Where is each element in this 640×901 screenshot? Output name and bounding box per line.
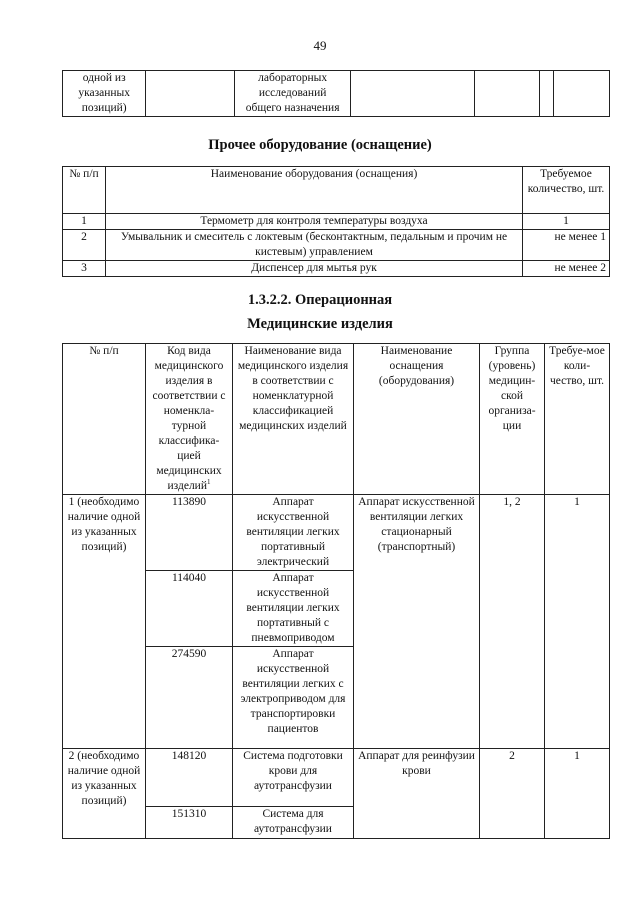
item-name: Система подготовки крови для аутотрансфузии xyxy=(233,749,354,807)
row-qty: не менее 1 xyxy=(523,230,610,261)
header-num: № п/п xyxy=(63,167,106,214)
header-qty: Требуе-мое коли-чество, шт. xyxy=(545,344,610,495)
item-code: 151310 xyxy=(146,807,233,839)
top-cell-empty xyxy=(554,71,610,117)
medical-devices-table xyxy=(62,343,610,839)
item-code: 114040 xyxy=(146,571,233,647)
section-title-operating-room: 1.3.2.2. Операционная xyxy=(247,292,393,308)
group-num: 2 (необходимо наличие одной из указанных позиций) xyxy=(63,749,146,839)
footnote-mark: 1 xyxy=(207,478,211,487)
row-name: Умывальник и смеситель с локтевым (бесконтактным, педальным и прочим не кистевым) управлением xyxy=(106,230,523,261)
group-qty: 1 xyxy=(545,749,610,839)
top-cell-position: одной из указанных позиций) xyxy=(63,71,146,117)
row-qty: 1 xyxy=(523,214,610,230)
header-required-qty: Требуемое количество, шт. xyxy=(523,167,610,214)
top-carryover-table xyxy=(62,70,610,117)
row-num: 2 xyxy=(63,230,106,261)
group-equipment: Аппарат искусственной вентиляции легких стационарный (транспортный) xyxy=(354,495,480,749)
group-num: 1 (необходимо наличие одной из указанных позиций) xyxy=(63,495,146,749)
top-cell-lab: лабораторных исследований общего назначения xyxy=(235,71,351,117)
top-cell-empty xyxy=(540,71,554,117)
row-qty: не менее 2 xyxy=(523,261,610,277)
header-equipment: Наименование оснащения (оборудования) xyxy=(354,344,480,495)
header-group: Группа (уровень) медицин-ской организа-ции xyxy=(480,344,545,495)
group-qty: 1 xyxy=(545,495,610,749)
row-name: Термометр для контроля температуры воздуха xyxy=(106,214,523,230)
item-name: Аппарат искусственной вентиляции легких портативный с пневмоприводом xyxy=(233,571,354,647)
item-name: Аппарат искусственной вентиляции легких портативный электрический xyxy=(233,495,354,571)
group-level: 1, 2 xyxy=(480,495,545,749)
section-title-other-equipment: Прочее оборудование (оснащение) xyxy=(208,137,432,153)
section-subtitle-medical-devices: Медицинские изделия xyxy=(247,316,393,332)
item-code: 148120 xyxy=(146,749,233,807)
item-code: 113890 xyxy=(146,495,233,571)
top-cell-empty xyxy=(351,71,475,117)
other-equipment-table xyxy=(62,166,610,277)
top-cell-empty xyxy=(146,71,235,117)
row-num: 3 xyxy=(63,261,106,277)
header-num: № п/п xyxy=(63,344,146,495)
group-equipment: Аппарат для реинфузии крови xyxy=(354,749,480,839)
row-num: 1 xyxy=(63,214,106,230)
header-code: Код вида медицинского изделия в соответствии с номенкла-турной классифика-цией медицинских изделий$^1$ xyxy=(146,344,233,495)
page-number: 49 xyxy=(313,38,327,53)
item-code: 274590 xyxy=(146,647,233,749)
header-device-name: Наименование вида медицинского изделия в соответствии с номенклатурной классификацией медицинских изделий xyxy=(233,344,354,495)
item-name: Система для аутотрансфузии xyxy=(233,807,354,839)
row-name: Диспенсер для мытья рук xyxy=(106,261,523,277)
top-cell-empty xyxy=(475,71,540,117)
group-level: 2 xyxy=(480,749,545,839)
item-name: Аппарат искусственной вентиляции легких с электроприводом для транспортировки пациентов xyxy=(233,647,354,749)
header-equipment-name: Наименование оборудования (оснащения) xyxy=(106,167,523,214)
